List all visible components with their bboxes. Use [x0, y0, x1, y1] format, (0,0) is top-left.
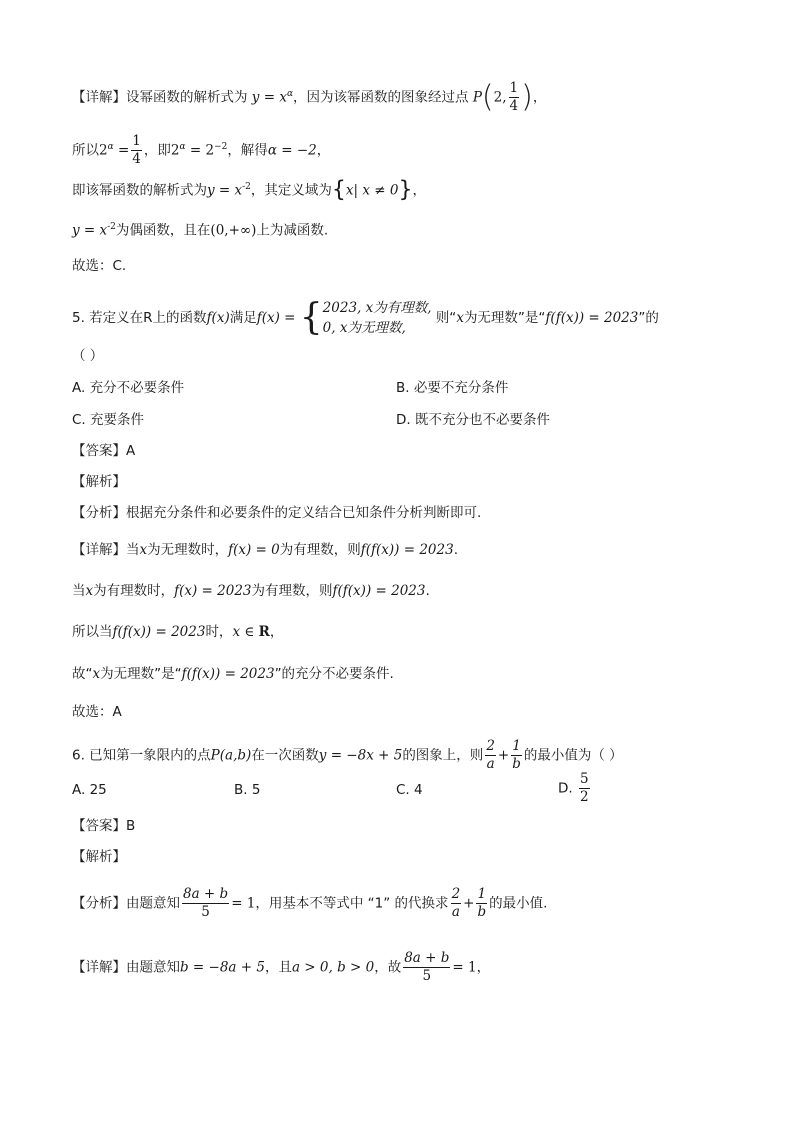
q5-choose: 故选：A: [72, 704, 122, 720]
q5-detail-3: 所以当f(f(x)) = 2023时，x ∈ R，: [72, 624, 284, 640]
q5-option-d: D. 既不充分也不必要条件: [396, 412, 550, 428]
q5-detail-1: 【详解】当x为无理数时，f(x) = 0为有理数，则f(f(x)) = 2023.: [72, 542, 458, 558]
q5-blank: （ ）: [72, 348, 104, 364]
detail-line-3: 即该幂函数的解析式为$y = x^{-2}$，其定义域为{x| x ≠ 0}，: [72, 177, 426, 203]
detail-line-1: 【详解】设幂函数的解析式为 $y = x^\alpha$，因为该幂函数的图象经过点 P(2, $\frac{1}{4}$ )，: [72, 79, 547, 115]
q6-option-a: A. 25: [72, 782, 107, 798]
q5-option-c: C. 充要条件: [72, 412, 145, 428]
q6-option-d: D. $\frac{5}{2}$: [558, 771, 589, 805]
q5-fenxi: 【分析】根据充分条件和必要条件的定义结合已知条件分析判断即可.: [72, 505, 482, 521]
q6-analysis-tag: 【解析】: [72, 849, 126, 865]
q5-detail-2: 当x为有理数时，f(x) = 2023为有理数，则f(f(x)) = 2023.: [72, 583, 430, 599]
q5-option-b: B. 必要不充分条件: [396, 380, 509, 396]
q5-option-a: A. 充分不必要条件: [72, 380, 185, 396]
q5-answer: 【答案】A: [72, 443, 136, 459]
q6-option-c: C. 4: [396, 782, 423, 798]
q6-option-b: B. 5: [234, 782, 261, 798]
question-5: 5. 若定义在R上的函数f(x)满足f(x) = { 2023, x为有理数, 0, x为无理数, 则“x为无理数”是“f(f(x)) = 2023”的: [72, 297, 659, 338]
q6-fenxi: 【分析】由题意知 $\frac{8a + b}{5}$ = 1，用基本不等式中 “1” 的代换求 $\frac{2}{a}$ + $\frac{1}{b}$ 的最小值.: [72, 886, 548, 920]
q5-detail-4: 故“x为无理数”是“f(f(x)) = 2023”的充分不必要条件.: [72, 666, 394, 682]
q5-analysis-tag: 【解析】: [72, 474, 126, 490]
choose-c: 故选：C.: [72, 258, 127, 274]
q6-detail: 【详解】由题意知b = −8a + 5，且a > 0, b > 0，故 $\frac{8a + b}{5}$ = 1，: [72, 950, 491, 984]
q6-answer: 【答案】B: [72, 818, 136, 834]
detail-line-2: 所以$2^\alpha$ = $\frac{1}{4}$ ，即$2^\alpha = 2^{-2}$，解得α = −2，: [72, 133, 331, 167]
detail-line-4: $y = x^{-2}$为偶函数，且在(0,+∞)上为减函数.: [72, 222, 329, 239]
question-6: 6. 已知第一象限内的点P(a,b)在一次函数y = −8x + 5的图象上，则 $\frac{2}{a}$ + $\frac{1}{b}$ 的最小值为（ ）: [72, 738, 623, 772]
